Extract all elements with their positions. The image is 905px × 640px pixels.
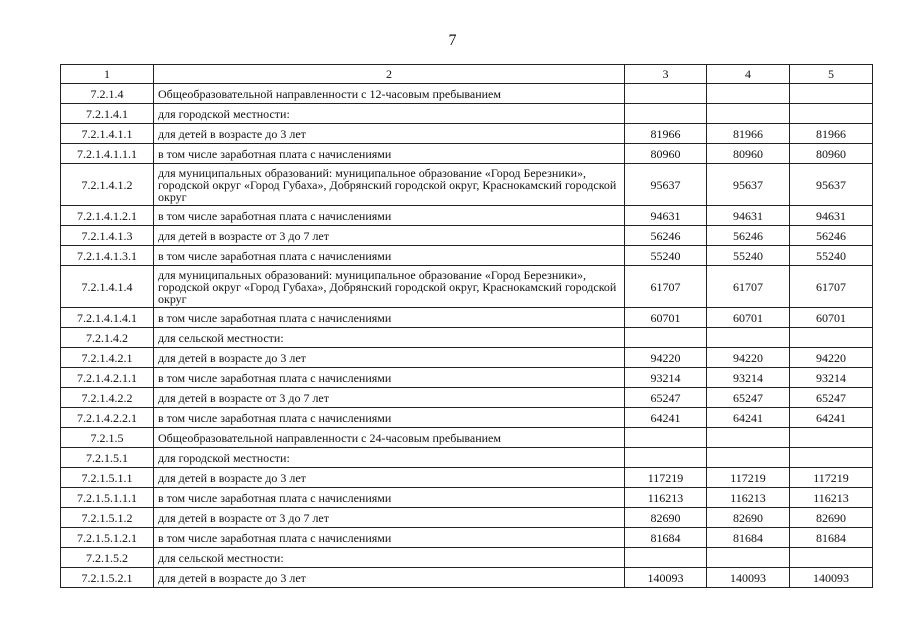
value-col4: 94631 [707, 206, 790, 226]
value-col3: 93214 [625, 368, 707, 388]
value-col4: 60701 [707, 308, 790, 328]
item-description: для детей в возрасте до 3 лет [154, 468, 625, 488]
value-col3: 60701 [625, 308, 707, 328]
item-code: 7.2.1.4.2.1 [61, 348, 154, 368]
value-col5: 55240 [790, 246, 873, 266]
table-row [61, 206, 873, 226]
table-row [61, 508, 873, 528]
column-header: 5 [790, 65, 873, 84]
value-col4 [707, 328, 790, 348]
value-col3 [625, 448, 707, 468]
value-col4 [707, 428, 790, 448]
item-description: в том числе заработная плата с начислениями [154, 368, 625, 388]
column-header: 3 [625, 65, 707, 84]
table-row [61, 448, 873, 468]
value-col5 [790, 104, 873, 124]
item-description: в том числе заработная плата с начислениями [154, 488, 625, 508]
item-code: 7.2.1.5.2.1 [61, 568, 154, 588]
value-col4: 55240 [707, 246, 790, 266]
item-code: 7.2.1.5.2 [61, 548, 154, 568]
value-col4: 81684 [707, 528, 790, 548]
item-code: 7.2.1.4.2.2.1 [61, 408, 154, 428]
value-col3 [625, 548, 707, 568]
value-col3 [625, 328, 707, 348]
value-col3: 95637 [625, 164, 707, 206]
table-header-row [61, 65, 873, 84]
value-col4 [707, 84, 790, 104]
table-row [61, 104, 873, 124]
value-col3 [625, 84, 707, 104]
value-col5: 94631 [790, 206, 873, 226]
value-col5: 81684 [790, 528, 873, 548]
item-code: 7.2.1.4.2 [61, 328, 154, 348]
item-code: 7.2.1.4.1.1.1 [61, 144, 154, 164]
value-col4: 61707 [707, 266, 790, 308]
item-description: Общеобразовательной направленности с 24-часовым пребыванием [154, 428, 625, 448]
value-col5: 93214 [790, 368, 873, 388]
value-col5: 140093 [790, 568, 873, 588]
item-description: в том числе заработная плата с начислениями [154, 206, 625, 226]
item-description: для муниципальных образований: муниципальное образование «Город Березники», городской округ «Город Губаха», Добрянский городской округ, Краснокамский городской округ [154, 164, 625, 206]
value-col4 [707, 548, 790, 568]
value-col5: 61707 [790, 266, 873, 308]
value-col5: 95637 [790, 164, 873, 206]
value-col5 [790, 448, 873, 468]
column-header: 4 [707, 65, 790, 84]
value-col3: 55240 [625, 246, 707, 266]
value-col5: 60701 [790, 308, 873, 328]
item-description: для сельской местности: [154, 548, 625, 568]
table-row [61, 368, 873, 388]
value-col3: 94220 [625, 348, 707, 368]
item-description: в том числе заработная плата с начислениями [154, 246, 625, 266]
value-col5: 82690 [790, 508, 873, 528]
value-col3: 82690 [625, 508, 707, 528]
value-col4: 65247 [707, 388, 790, 408]
item-code: 7.2.1.5.1.2 [61, 508, 154, 528]
table-row [61, 266, 873, 308]
table-row [61, 528, 873, 548]
item-description: для детей в возрасте до 3 лет [154, 348, 625, 368]
column-header: 2 [154, 65, 625, 84]
value-col5: 116213 [790, 488, 873, 508]
item-description: для сельской местности: [154, 328, 625, 348]
item-description: Общеобразовательной направленности с 12-часовым пребыванием [154, 84, 625, 104]
value-col5 [790, 428, 873, 448]
value-col5: 65247 [790, 388, 873, 408]
value-col4 [707, 448, 790, 468]
item-code: 7.2.1.4.2.1.1 [61, 368, 154, 388]
value-col5: 81966 [790, 124, 873, 144]
item-description: в том числе заработная плата с начислениями [154, 144, 625, 164]
item-code: 7.2.1.4.1 [61, 104, 154, 124]
item-code: 7.2.1.4 [61, 84, 154, 104]
table-row [61, 348, 873, 368]
value-col5: 56246 [790, 226, 873, 246]
value-col5 [790, 328, 873, 348]
table-row [61, 226, 873, 246]
value-col5: 80960 [790, 144, 873, 164]
table-row [61, 328, 873, 348]
page-number: 7 [448, 32, 457, 49]
item-description: для детей в возрасте от 3 до 7 лет [154, 226, 625, 246]
item-code: 7.2.1.5.1.2.1 [61, 528, 154, 548]
table-row [61, 84, 873, 104]
value-col3: 140093 [625, 568, 707, 588]
table-row [61, 164, 873, 206]
value-col5 [790, 84, 873, 104]
value-col3: 81966 [625, 124, 707, 144]
value-col5 [790, 548, 873, 568]
item-code: 7.2.1.5.1 [61, 448, 154, 468]
value-col5: 117219 [790, 468, 873, 488]
value-col3: 81684 [625, 528, 707, 548]
table-row [61, 246, 873, 266]
value-col3: 65247 [625, 388, 707, 408]
item-code: 7.2.1.4.1.4 [61, 266, 154, 308]
value-col3: 64241 [625, 408, 707, 428]
value-col4: 80960 [707, 144, 790, 164]
value-col4: 140093 [707, 568, 790, 588]
value-col4: 117219 [707, 468, 790, 488]
item-code: 7.2.1.4.1.2.1 [61, 206, 154, 226]
value-col5: 64241 [790, 408, 873, 428]
item-description: в том числе заработная плата с начислениями [154, 408, 625, 428]
value-col3: 80960 [625, 144, 707, 164]
value-col4 [707, 104, 790, 124]
item-code: 7.2.1.5 [61, 428, 154, 448]
tariff-table [60, 64, 873, 588]
table-row [61, 488, 873, 508]
table-row [61, 144, 873, 164]
table-row [61, 408, 873, 428]
table-row [61, 468, 873, 488]
table-row [61, 548, 873, 568]
value-col3: 117219 [625, 468, 707, 488]
table-row [61, 124, 873, 144]
value-col4: 81966 [707, 124, 790, 144]
value-col4: 56246 [707, 226, 790, 246]
column-header: 1 [61, 65, 154, 84]
item-code: 7.2.1.4.1.1 [61, 124, 154, 144]
value-col3 [625, 428, 707, 448]
item-code: 7.2.1.5.1.1 [61, 468, 154, 488]
value-col4: 116213 [707, 488, 790, 508]
item-description: в том числе заработная плата с начислениями [154, 528, 625, 548]
table-row [61, 568, 873, 588]
item-code: 7.2.1.4.1.2 [61, 164, 154, 206]
item-code: 7.2.1.4.1.3.1 [61, 246, 154, 266]
item-code: 7.2.1.4.1.4.1 [61, 308, 154, 328]
value-col3: 61707 [625, 266, 707, 308]
value-col5: 94220 [790, 348, 873, 368]
item-description: для детей в возрасте до 3 лет [154, 124, 625, 144]
value-col4: 93214 [707, 368, 790, 388]
value-col4: 64241 [707, 408, 790, 428]
item-description: в том числе заработная плата с начислениями [154, 308, 625, 328]
table-row [61, 308, 873, 328]
value-col3 [625, 104, 707, 124]
value-col4: 94220 [707, 348, 790, 368]
table-row [61, 428, 873, 448]
item-description: для детей в возрасте от 3 до 7 лет [154, 388, 625, 408]
item-description: для городской местности: [154, 104, 625, 124]
item-description: для детей в возрасте от 3 до 7 лет [154, 508, 625, 528]
value-col4: 95637 [707, 164, 790, 206]
table-row [61, 388, 873, 408]
item-code: 7.2.1.4.1.3 [61, 226, 154, 246]
value-col3: 94631 [625, 206, 707, 226]
item-description: для муниципальных образований: муниципальное образование «Город Березники», городской округ «Город Губаха», Добрянский городской округ, Краснокамский городской округ [154, 266, 625, 308]
value-col3: 116213 [625, 488, 707, 508]
item-description: для городской местности: [154, 448, 625, 468]
value-col3: 56246 [625, 226, 707, 246]
item-description: для детей в возрасте до 3 лет [154, 568, 625, 588]
item-code: 7.2.1.5.1.1.1 [61, 488, 154, 508]
item-code: 7.2.1.4.2.2 [61, 388, 154, 408]
value-col4: 82690 [707, 508, 790, 528]
